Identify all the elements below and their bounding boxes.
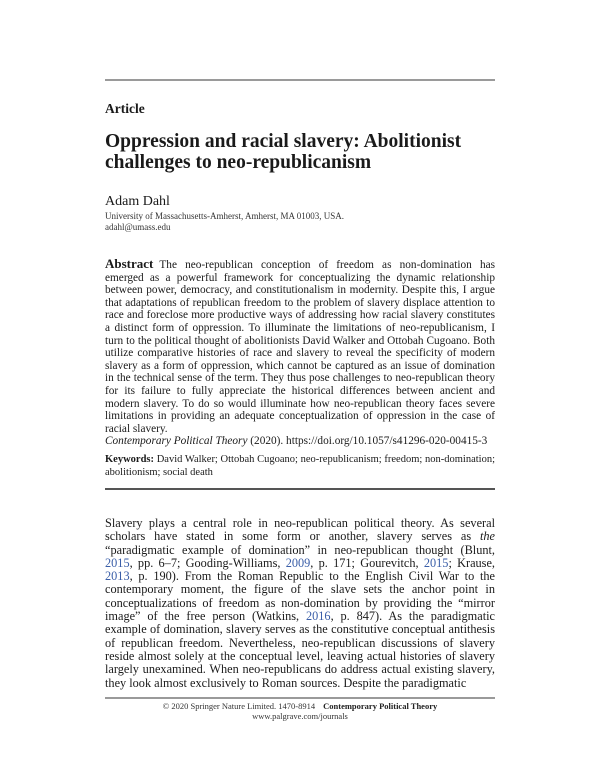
footer-journal: Contemporary Political Theory (323, 701, 438, 711)
article-type-label: Article (105, 101, 145, 116)
author-affiliation: University of Massachusetts-Amherst, Amherst, MA 01003, USA. (105, 211, 344, 221)
author-name: Adam Dahl (105, 194, 170, 209)
body-text-segment: , p. 190). From the Roman Republic to the English Civil War to the contemporary moment, the figure of the slave sets the anchor point in conceptualizations of freedom as non-domination by providing the “mirror image” of the free person (Watkins, (105, 569, 495, 624)
body-text-segment: , p. 847). As the paradigmatic example of domination, slavery serves as the constitutive conceptual antithesis of republican freedom. Nevertheless, neo-republican discussions of slavery reside almost solely at the conceptual level, leaving actual histories of slavery largely unexamined. When neo-republicans do address actual existing slavery, they look almost exclusively to Roman sources. Despite the paradigmatic (105, 609, 495, 690)
body-paragraph (105, 517, 495, 690)
body-text-segment: “paradigmatic example of domination” in neo-republican thought (Blunt, (105, 542, 495, 557)
author-affiliation-block (105, 211, 344, 233)
abstract (105, 258, 495, 448)
abstract-text: The neo-republican conception of freedom as non-domination has emerged as a powerful framework for conceptualizing the dynamic relationship between power, democracy, and constitutionalism in modernity. Despite this, I argue that adaptations of republican freedom to the problem of slavery displace attention to race and foreclose more productive ways of addressing how racial slavery constitutes a distinct form of oppression. To illuminate the limitations of neo-republicanism, I turn to the political thought of abolitionists David Walker and Ottobah Cugoano. Both utilize comparative histories of race and slavery to reveal the specificity of modern slavery as a form of oppression, which cannot be captured as an issue of domination in the technical sense of the term. They thus pose challenges to neo-republican theory for its failure to fully appreciate the historical differences between ancient and modern slavery. To do so would illuminate how neo-republican theory faces severe limitations in providing an adequate conceptualization of oppression in the case of racial slavery. (105, 259, 495, 435)
page-footer (105, 701, 495, 721)
journal-name: Contemporary Political Theory (105, 435, 248, 448)
keywords-text: David Walker; Ottobah Cugoano; neo-republicanism; freedom; non-domination; abolitionism; social death (105, 454, 495, 478)
body-emphasis: the (479, 529, 495, 544)
footer-url[interactable]: www.palgrave.com/journals (252, 711, 348, 721)
citation-link[interactable]: 2016 (305, 609, 331, 624)
body-text-segment: Slavery plays a central role in neo-republican political theory. As several scholars have stated in some form or another, slavery serves as (105, 516, 495, 544)
citation-link[interactable]: 2015 (423, 555, 449, 570)
body-text-segment: ; Krause, (448, 555, 496, 570)
section-rule (105, 488, 495, 490)
abstract-label: Abstract (105, 256, 154, 271)
doi-citation[interactable]: (2020). https://doi.org/10.1057/s41296-020-00415-3 (247, 435, 488, 448)
header-rule (105, 79, 495, 81)
citation-link[interactable]: 2015 (105, 555, 130, 570)
article-title: Oppression and racial slavery: Abolitionist challenges to neo-republicanism (105, 131, 462, 173)
citation-link[interactable]: 2013 (105, 569, 130, 584)
author-email[interactable]: adahl@umass.edu (105, 222, 171, 232)
keywords-label: Keywords: (105, 454, 154, 465)
citation-link[interactable]: 2009 (285, 555, 311, 570)
keywords (105, 454, 495, 479)
body-text-segment: , p. 171; Gourevitch, (310, 555, 424, 570)
body-text-segment: , pp. 6–7; Gooding-Williams, (129, 555, 286, 570)
footer-copyright: © 2020 Springer Nature Limited. 1470-8914 (162, 701, 316, 711)
footer-rule (105, 697, 495, 699)
